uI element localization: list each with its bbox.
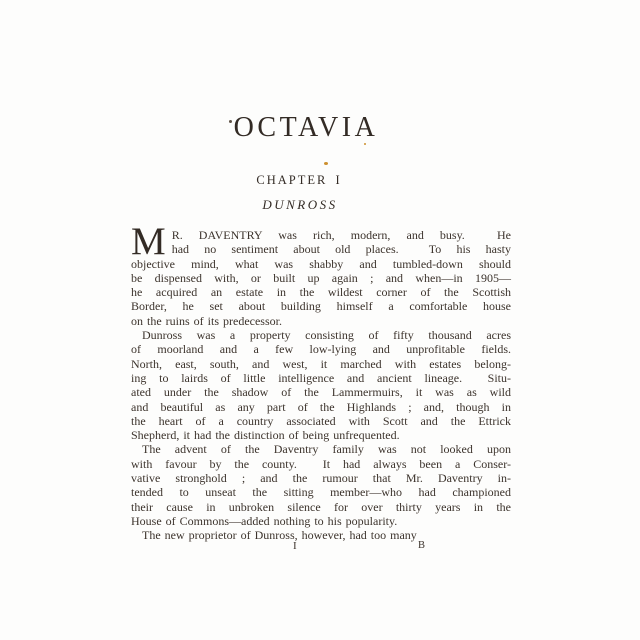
text-line: ated under the shadow of the Lammermuirs, it was as wild	[131, 385, 511, 400]
paragraph	[131, 442, 511, 528]
paragraph	[131, 328, 511, 442]
book-title: OCTAVIA	[233, 112, 379, 143]
text-line: Border, he set about building himself a comfortable house	[131, 299, 511, 314]
text-line: ing to lairds of little intelligence and ancient lineage. Situ-	[131, 370, 511, 385]
drop-cap: M	[131, 220, 166, 263]
text-line: he acquired an estate in the wildest corner of the Scottish	[131, 285, 511, 300]
text-line: had no sentiment about old places. To his hasty	[171, 242, 511, 257]
page-number: I	[293, 540, 298, 552]
foxing-speck	[229, 120, 232, 123]
body-text	[131, 220, 511, 543]
text-line: on the ruins of its predecessor.	[131, 313, 282, 328]
section-heading: DUNROSS	[262, 197, 338, 212]
paragraph	[131, 220, 511, 328]
text-line: be dispensed with, or built up again ; and when—in 1905—	[131, 270, 511, 285]
text-line: vative stronghold ; and the rumour that Mr. Daventry in-	[131, 471, 511, 486]
text-line: Shepherd, it had the distinction of being unfrequented.	[131, 428, 400, 443]
text-line: and beautiful as any part of the Highlands ; and, though in	[131, 399, 511, 414]
text-line: their cause in unbroken silence for over thirty years in the	[131, 499, 511, 514]
text-line: The advent of the Daventry family was not looked upon	[142, 442, 511, 457]
text-line: of moorland and a few low-lying and unprofitable fields.	[131, 342, 511, 357]
text-line: House of Commons—added nothing to his popularity.	[131, 513, 398, 528]
text-line: with favour by the county. It had always been a Conser-	[131, 456, 511, 471]
text-line: the heart of a country associated with Scott and the Ettrick	[131, 413, 511, 428]
text-line: objective mind, what was shabby and tumbled-down should	[131, 256, 511, 271]
text-line: R. DAVENTRY was rich, modern, and busy. He	[171, 228, 511, 242]
text-line: tended to unseat the sitting member—who had championed	[131, 485, 511, 500]
text-line: Dunross was a property consisting of fifty thousand acres	[142, 328, 511, 343]
chapter-heading: CHAPTER I	[256, 173, 342, 187]
text-line: The new proprietor of Dunross, however, had too many	[142, 528, 417, 543]
paragraph	[131, 528, 511, 542]
signature-mark: B	[418, 540, 426, 551]
foxing-speck	[364, 143, 366, 145]
foxing-speck	[324, 162, 328, 165]
text-line: North, east, south, and west, it marched with estates belong-	[131, 356, 511, 371]
